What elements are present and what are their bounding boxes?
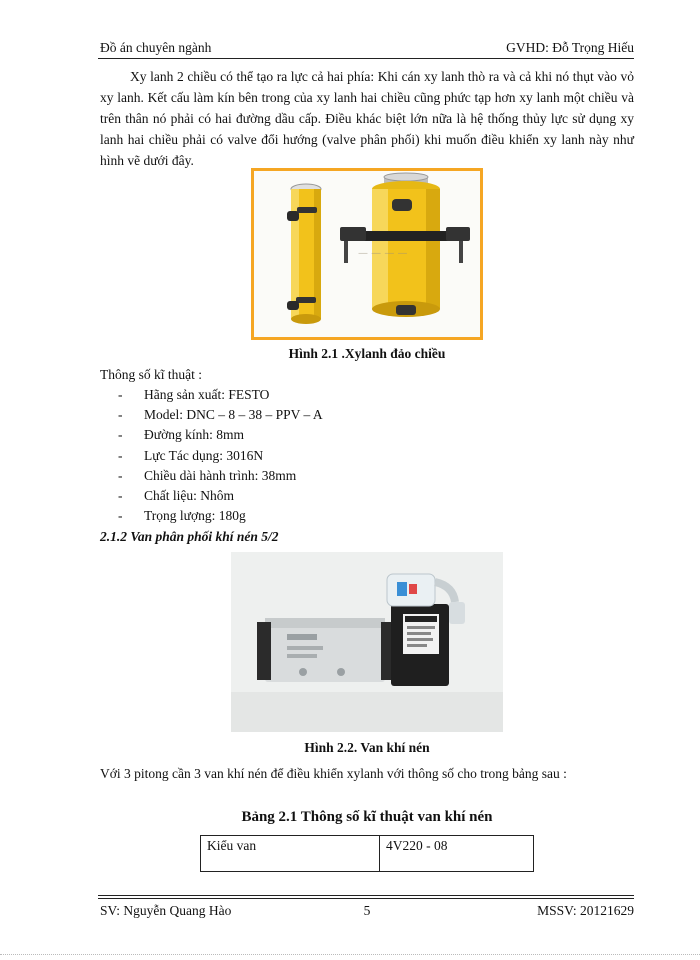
header-course-title: Đồ án chuyên ngành: [100, 40, 212, 55]
table-cell-label: Kiểu van: [201, 836, 380, 872]
table-cell-value: 4V220 - 08: [380, 836, 534, 872]
page-edge-dotted-line: [0, 954, 700, 955]
specs-list: [100, 385, 600, 526]
figure2-caption: Hình 2.2. Van khí nén: [304, 740, 430, 755]
valve-photo-illustration: [231, 552, 503, 732]
footer-student-id: MSSV: 20121629: [537, 903, 634, 918]
list-item: - Trọng lượng: 180g: [118, 508, 246, 524]
list-item: - Lực Tác dụng: 3016N: [118, 447, 264, 463]
footer-rule: [98, 895, 634, 896]
list-item: - Hãng sản xuất: FESTO: [118, 387, 270, 402]
list-item: - Chiều dài hành trình: 38mm: [118, 467, 297, 483]
table-title: Bảng 2.1 Thông số kĩ thuật van khí nén: [241, 809, 493, 825]
header-rule: [98, 58, 634, 59]
figure1-caption: Hình 2.1 .Xylanh đảo chiều: [288, 346, 446, 361]
cylinder-photo-illustration: [254, 171, 480, 337]
page-footer: [100, 903, 634, 923]
list-item: - Đường kính: 8mm: [118, 427, 244, 443]
footer-rule-second: [98, 898, 634, 899]
list-item: - Model: DNC – 8 – 38 – PPV – A: [118, 407, 323, 423]
figure-hydraulic-cylinders: [251, 168, 483, 340]
section-heading: 2.1.2 Van phân phối khí nén 5/2: [100, 529, 279, 544]
list-item: - Chất liệu: Nhôm: [118, 487, 234, 503]
valve-spec-table: [200, 835, 534, 872]
page-number: 5: [363, 903, 371, 918]
usage-line: Với 3 pitong cần 3 van khí nén để điều khiển xylanh với thông số cho trong bảng sau :: [100, 766, 567, 781]
figure-pneumatic-valve: [231, 552, 503, 732]
header-supervisor: GVHD: Đỗ Trọng Hiếu: [506, 40, 634, 55]
page-header: [100, 40, 634, 60]
footer-student-name: SV: Nguyễn Quang Hào: [100, 903, 232, 918]
watermark-text: — — — —: [358, 248, 408, 259]
intro-paragraph: Xy lanh 2 chiều có thể tạo ra lực cả hai phía: Khi cán xy lanh thò ra và cả khi nó thụt vào vỏ xy lanh. Kết cấu làm kín bên trong của xy lanh hai chiều cũng phức tạp hơn xy lanh một chiều và trên thân nó phải có hai đường dầu cấp. Điều khác biệt lớn nữa là hệ thống thủy lực sử dụng xy lanh hai chiều phải có valve đổi hướng (valve phân phối) khi muốn điều khiển xy lanh này như hình vẽ dưới đây.: [100, 69, 634, 168]
specs-title: Thông số kĩ thuật :: [100, 367, 202, 382]
table-row: [201, 836, 534, 872]
